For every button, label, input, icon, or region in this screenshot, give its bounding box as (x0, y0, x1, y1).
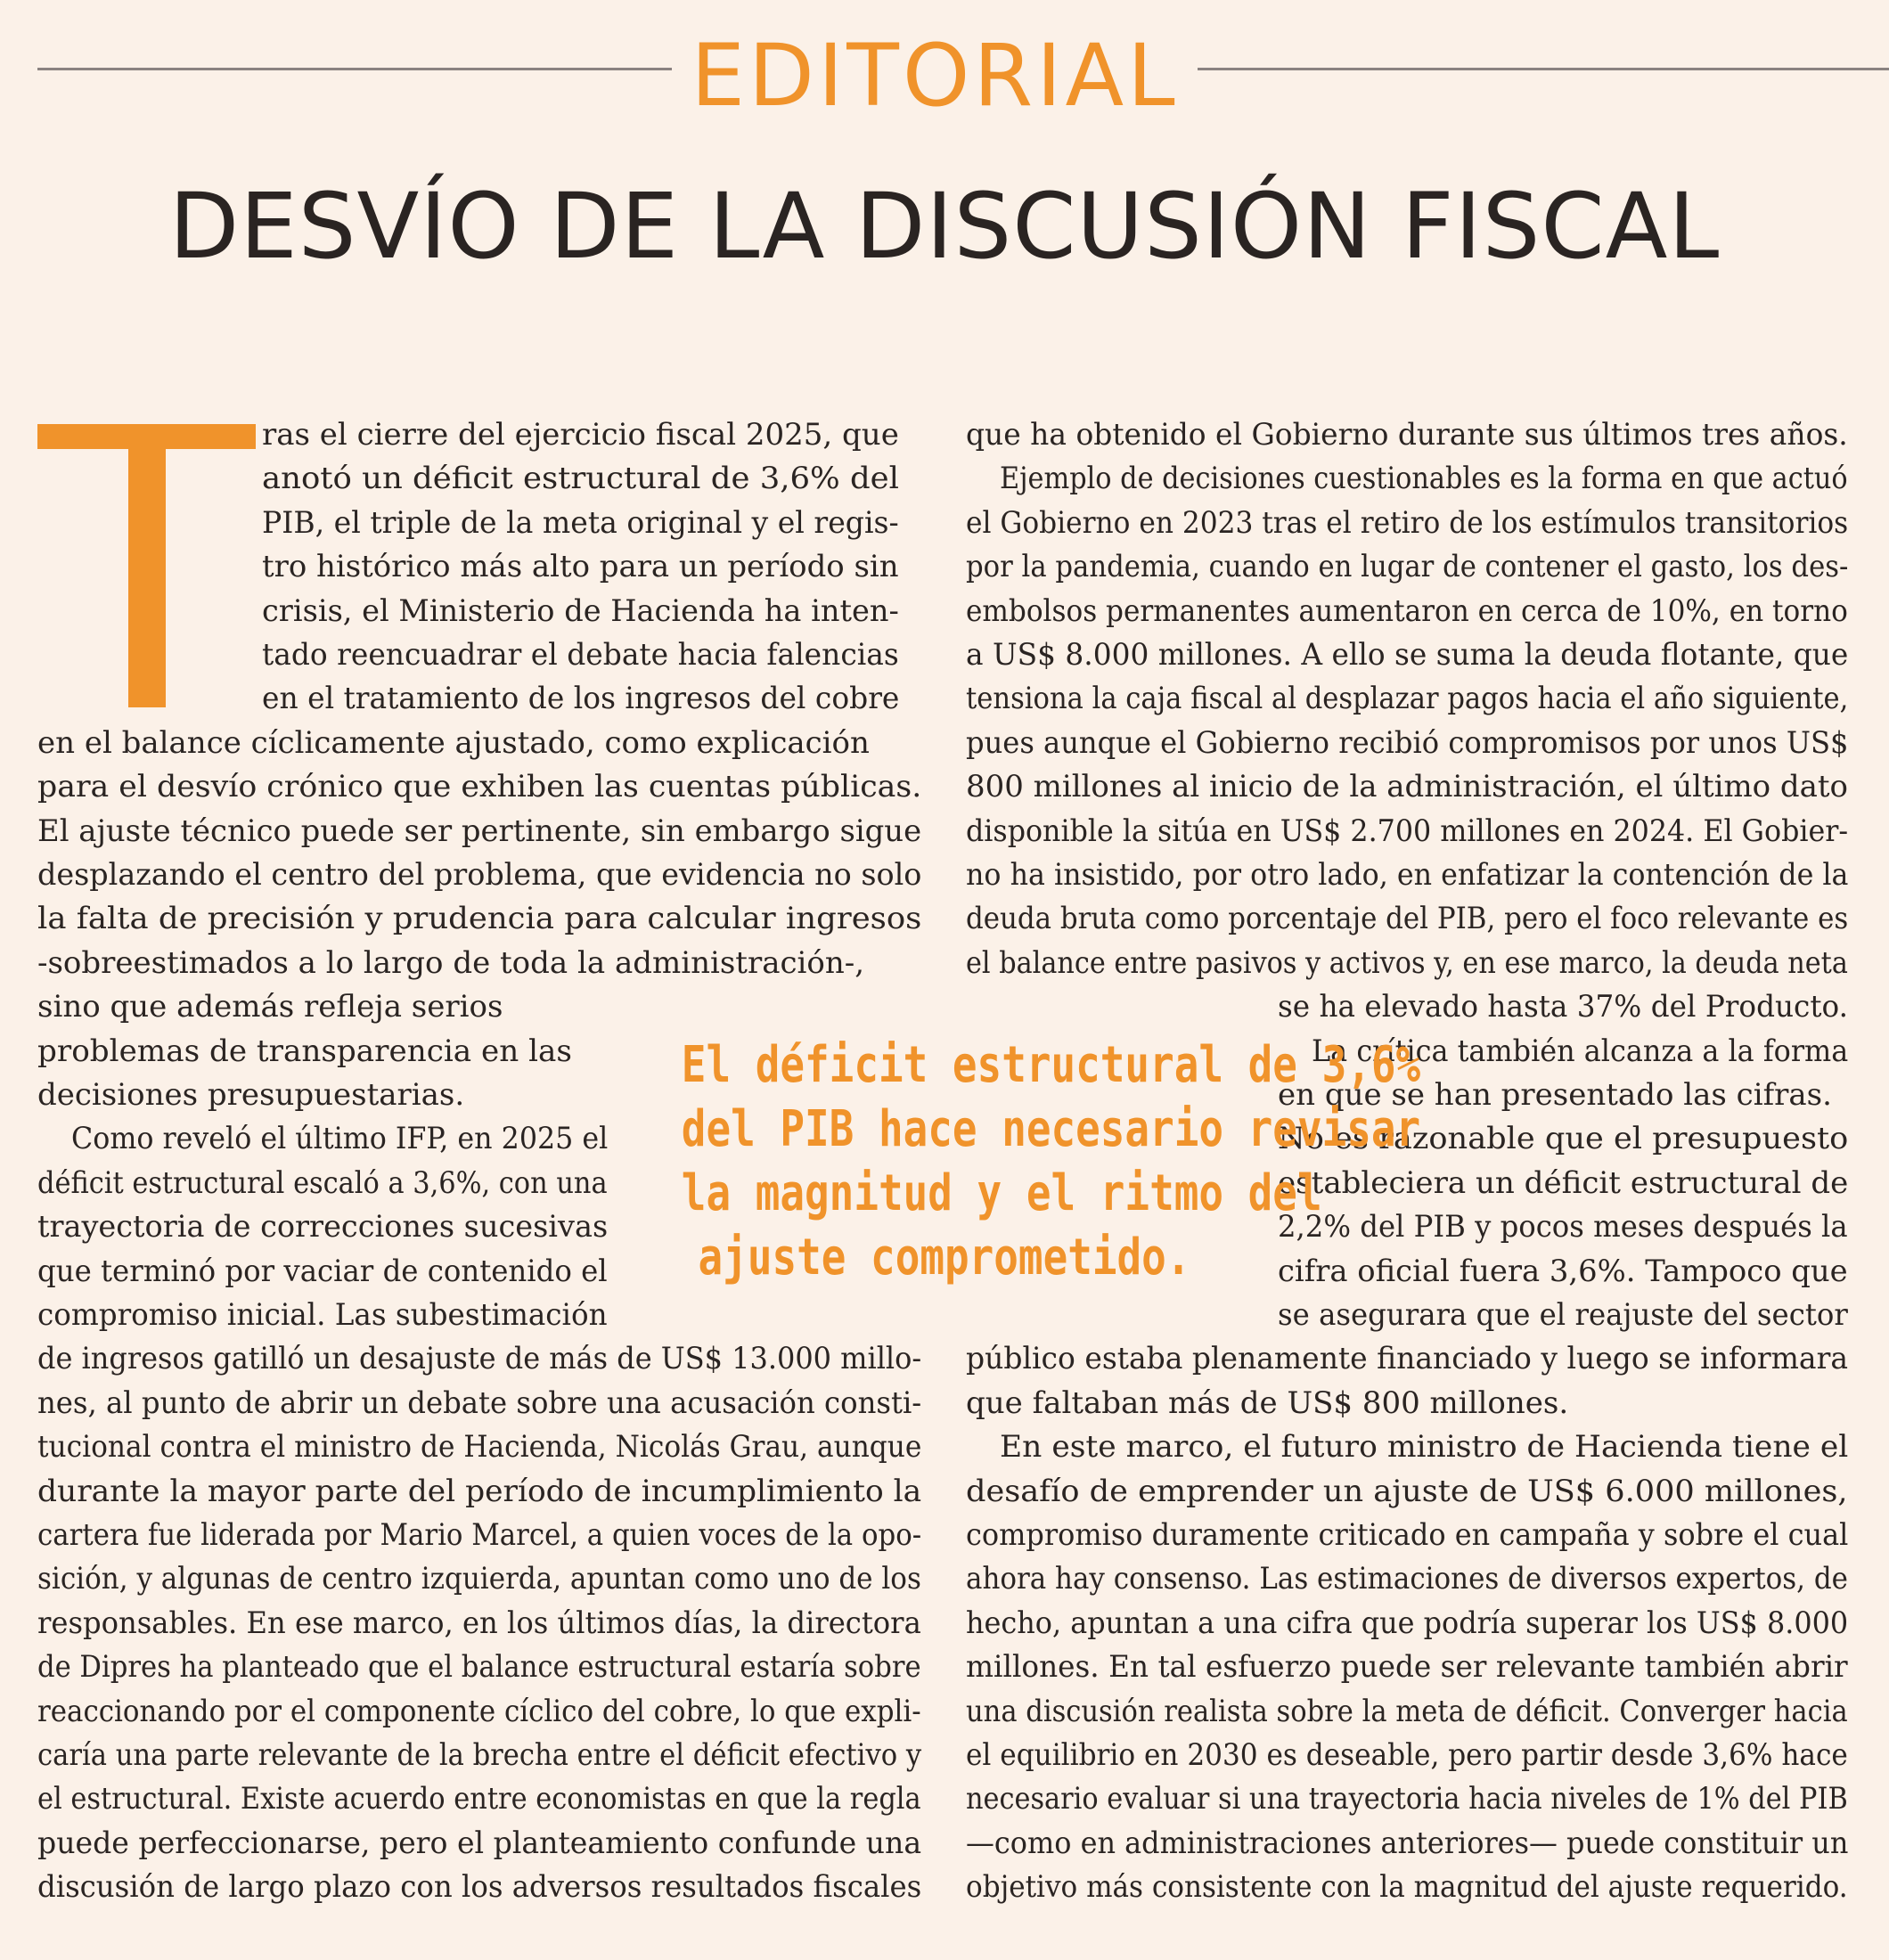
text-line: millones. En tal esfuerzo puede ser relevante también abrir (966, 1649, 1848, 1686)
text-line: trayectoria de correcciones sucesivas (37, 1209, 609, 1245)
section-label: EDITORIAL (691, 26, 1179, 126)
text-line: se asegurara que el reajuste del sector (1278, 1297, 1848, 1333)
pull-quote-line: El déficit estructural de 3,6% (681, 1036, 1421, 1094)
text-line: responsables. En ese marco, en los últimos días, la directora (37, 1605, 921, 1641)
text-line: No es razonable que el presupuesto (1278, 1121, 1849, 1157)
text-line: problemas de transparencia en las (37, 1033, 572, 1069)
text-line: por la pandemia, cuando en lugar de contener el gasto, los des- (966, 549, 1849, 585)
text-line: Como reveló el último IFP, en 2025 el (71, 1121, 609, 1157)
text-line: pues aunque el Gobierno recibió compromisos por unos US$ (966, 724, 1849, 761)
text-line: -sobreestimados a lo largo de toda la administración-, (37, 944, 865, 981)
text-line: en que se han presentado las cifras. (1278, 1077, 1832, 1113)
text-line: compromiso duramente criticado en campaña y sobre el cual (966, 1517, 1849, 1553)
text-line: La crítica también alcanza a la forma (1312, 1033, 1849, 1069)
text-line: Ejemplo de decisiones cuestionables es la forma en que actuó (1000, 461, 1848, 497)
text-line: el Gobierno en 2023 tras el retiro de los estímulos transitorios (966, 504, 1849, 541)
text-line: de Dipres ha planteado que el balance estructural estaría sobre (37, 1649, 921, 1686)
pull-quote-line: del PIB hace necesario revisar (681, 1100, 1421, 1158)
text-line: tucional contra el ministro de Hacienda, Nicolás Grau, aunque (37, 1429, 922, 1466)
text-line: objetivo más consistente con la magnitud del ajuste requerido. (966, 1869, 1848, 1906)
text-line: —como en administraciones anteriores— puede constituir un (966, 1825, 1849, 1861)
text-line: el balance entre pasivos y activos y, en ese marco, la deuda neta (966, 944, 1848, 981)
drop-cap-letter (37, 419, 38, 420)
text-line: en el tratamiento de los ingresos del cobre (262, 681, 900, 717)
text-line: deuda bruta como porcentaje del PIB, pero el foco relevante es (966, 901, 1849, 937)
text-line: una discusión realista sobre la meta de déficit. Converger hacia (966, 1693, 1848, 1729)
text-line: puede perfeccionarse, pero el planteamiento confunde una (37, 1825, 922, 1861)
text-line: embolsos permanentes aumentaron en cerca de 10%, en torno (966, 592, 1848, 629)
text-line: que ha obtenido el Gobierno durante sus últimos tres años. (966, 417, 1848, 453)
pull-quote-line: ajuste comprometido. (698, 1229, 1191, 1286)
text-line: déficit estructural escaló a 3,6%, con una (37, 1164, 608, 1201)
text-line: El ajuste técnico puede ser pertinente, sin embargo sigue (37, 813, 922, 849)
text-line: que terminó por vaciar de contenido el (37, 1253, 608, 1289)
text-line: el equilibrio en 2030 es deseable, pero partir desde 3,6% hace (966, 1737, 1848, 1773)
text-line: cifra oficial fuera 3,6%. Tampoco que (1278, 1253, 1848, 1289)
text-line: anotó un déficit estructural de 3,6% del (262, 461, 899, 497)
text-line: crisis, el Ministerio de Hacienda ha inten- (262, 592, 899, 629)
pull-quote-line: la magnitud y el ritmo del (681, 1164, 1322, 1222)
text-line: caría una parte relevante de la brecha entre el déficit efectivo y (37, 1737, 922, 1773)
pull-quote (681, 1033, 1421, 1290)
text-line: hecho, apuntan a una cifra que podría superar los US$ 8.000 (966, 1605, 1849, 1641)
text-line: discusión de largo plazo con los adversos resultados fiscales (37, 1869, 922, 1906)
text-line: decisiones presupuestarias. (37, 1077, 465, 1113)
text-line: nes, al punto de abrir un debate sobre una acusación consti- (37, 1384, 922, 1421)
text-line: no ha insistido, por otro lado, en enfatizar la contención de la (966, 857, 1849, 893)
text-line: compromiso inicial. Las subestimación (37, 1297, 608, 1333)
text-line: que faltaban más de US$ 800 millones. (966, 1384, 1569, 1421)
header-rule-right (1198, 68, 1889, 70)
text-line: disponible la sitúa en US$ 2.700 millones en 2024. El Gobier- (966, 813, 1849, 849)
text-line: estableciera un déficit estructural de (1278, 1164, 1849, 1201)
text-line: 2,2% del PIB y pocos meses después la (1278, 1209, 1848, 1245)
text-line: en el balance cíclicamente ajustado, como explicación (37, 724, 870, 761)
drop-cap (37, 419, 256, 708)
text-line: durante la mayor parte del período de incumplimiento la (37, 1473, 922, 1509)
text-line: la falta de precisión y prudencia para calcular ingresos (37, 901, 922, 937)
text-line: ras el cierre del ejercicio fiscal 2025, que (262, 417, 899, 453)
text-line: desafío de emprender un ajuste de US$ 6.000 millones, (966, 1473, 1848, 1509)
text-line: PIB, el triple de la meta original y el regis- (262, 504, 899, 541)
text-line: reaccionando por el componente cíclico del cobre, lo que expli- (37, 1693, 921, 1729)
text-line: se ha elevado hasta 37% del Producto. (1278, 989, 1848, 1025)
text-line: cartera fue liderada por Mario Marcel, a quien voces de la opo- (37, 1517, 922, 1553)
text-line: público estaba plenamente financiado y luego se informara (966, 1341, 1848, 1377)
text-line: En este marco, el futuro ministro de Hacienda tiene el (1000, 1429, 1849, 1466)
text-line: tado reencuadrar el debate hacia falencias (262, 637, 899, 673)
headline: DESVÍO DE LA DISCUSIÓN FISCAL (168, 174, 1721, 280)
text-line: a US$ 8.000 millones. A ello se suma la deuda flotante, que (966, 637, 1849, 673)
text-line: tro histórico más alto para un período sin (262, 549, 899, 585)
text-line: el estructural. Existe acuerdo entre economistas en que la regla (37, 1781, 921, 1817)
text-line: necesario evaluar si una trayectoria hacia niveles de 1% del PIB (966, 1781, 1848, 1817)
text-line: tensiona la caja fiscal al desplazar pagos hacia el año siguiente, (966, 681, 1849, 717)
text-line: ahora hay consenso. Las estimaciones de diversos expertos, de (966, 1561, 1848, 1597)
text-line: para el desvío crónico que exhiben las cuentas públicas. (37, 769, 922, 805)
header-rule-left (37, 68, 672, 70)
text-line: sino que además refleja serios (37, 989, 503, 1025)
text-line: de ingresos gatilló un desajuste de más de US$ 13.000 millo- (37, 1341, 922, 1377)
section-header (37, 27, 1889, 125)
text-line: desplazando el centro del problema, que evidencia no solo (37, 857, 922, 893)
text-line: 800 millones al inicio de la administración, el último dato (966, 769, 1849, 805)
text-line: sición, y algunas de centro izquierda, apuntan como uno de los (37, 1561, 921, 1597)
